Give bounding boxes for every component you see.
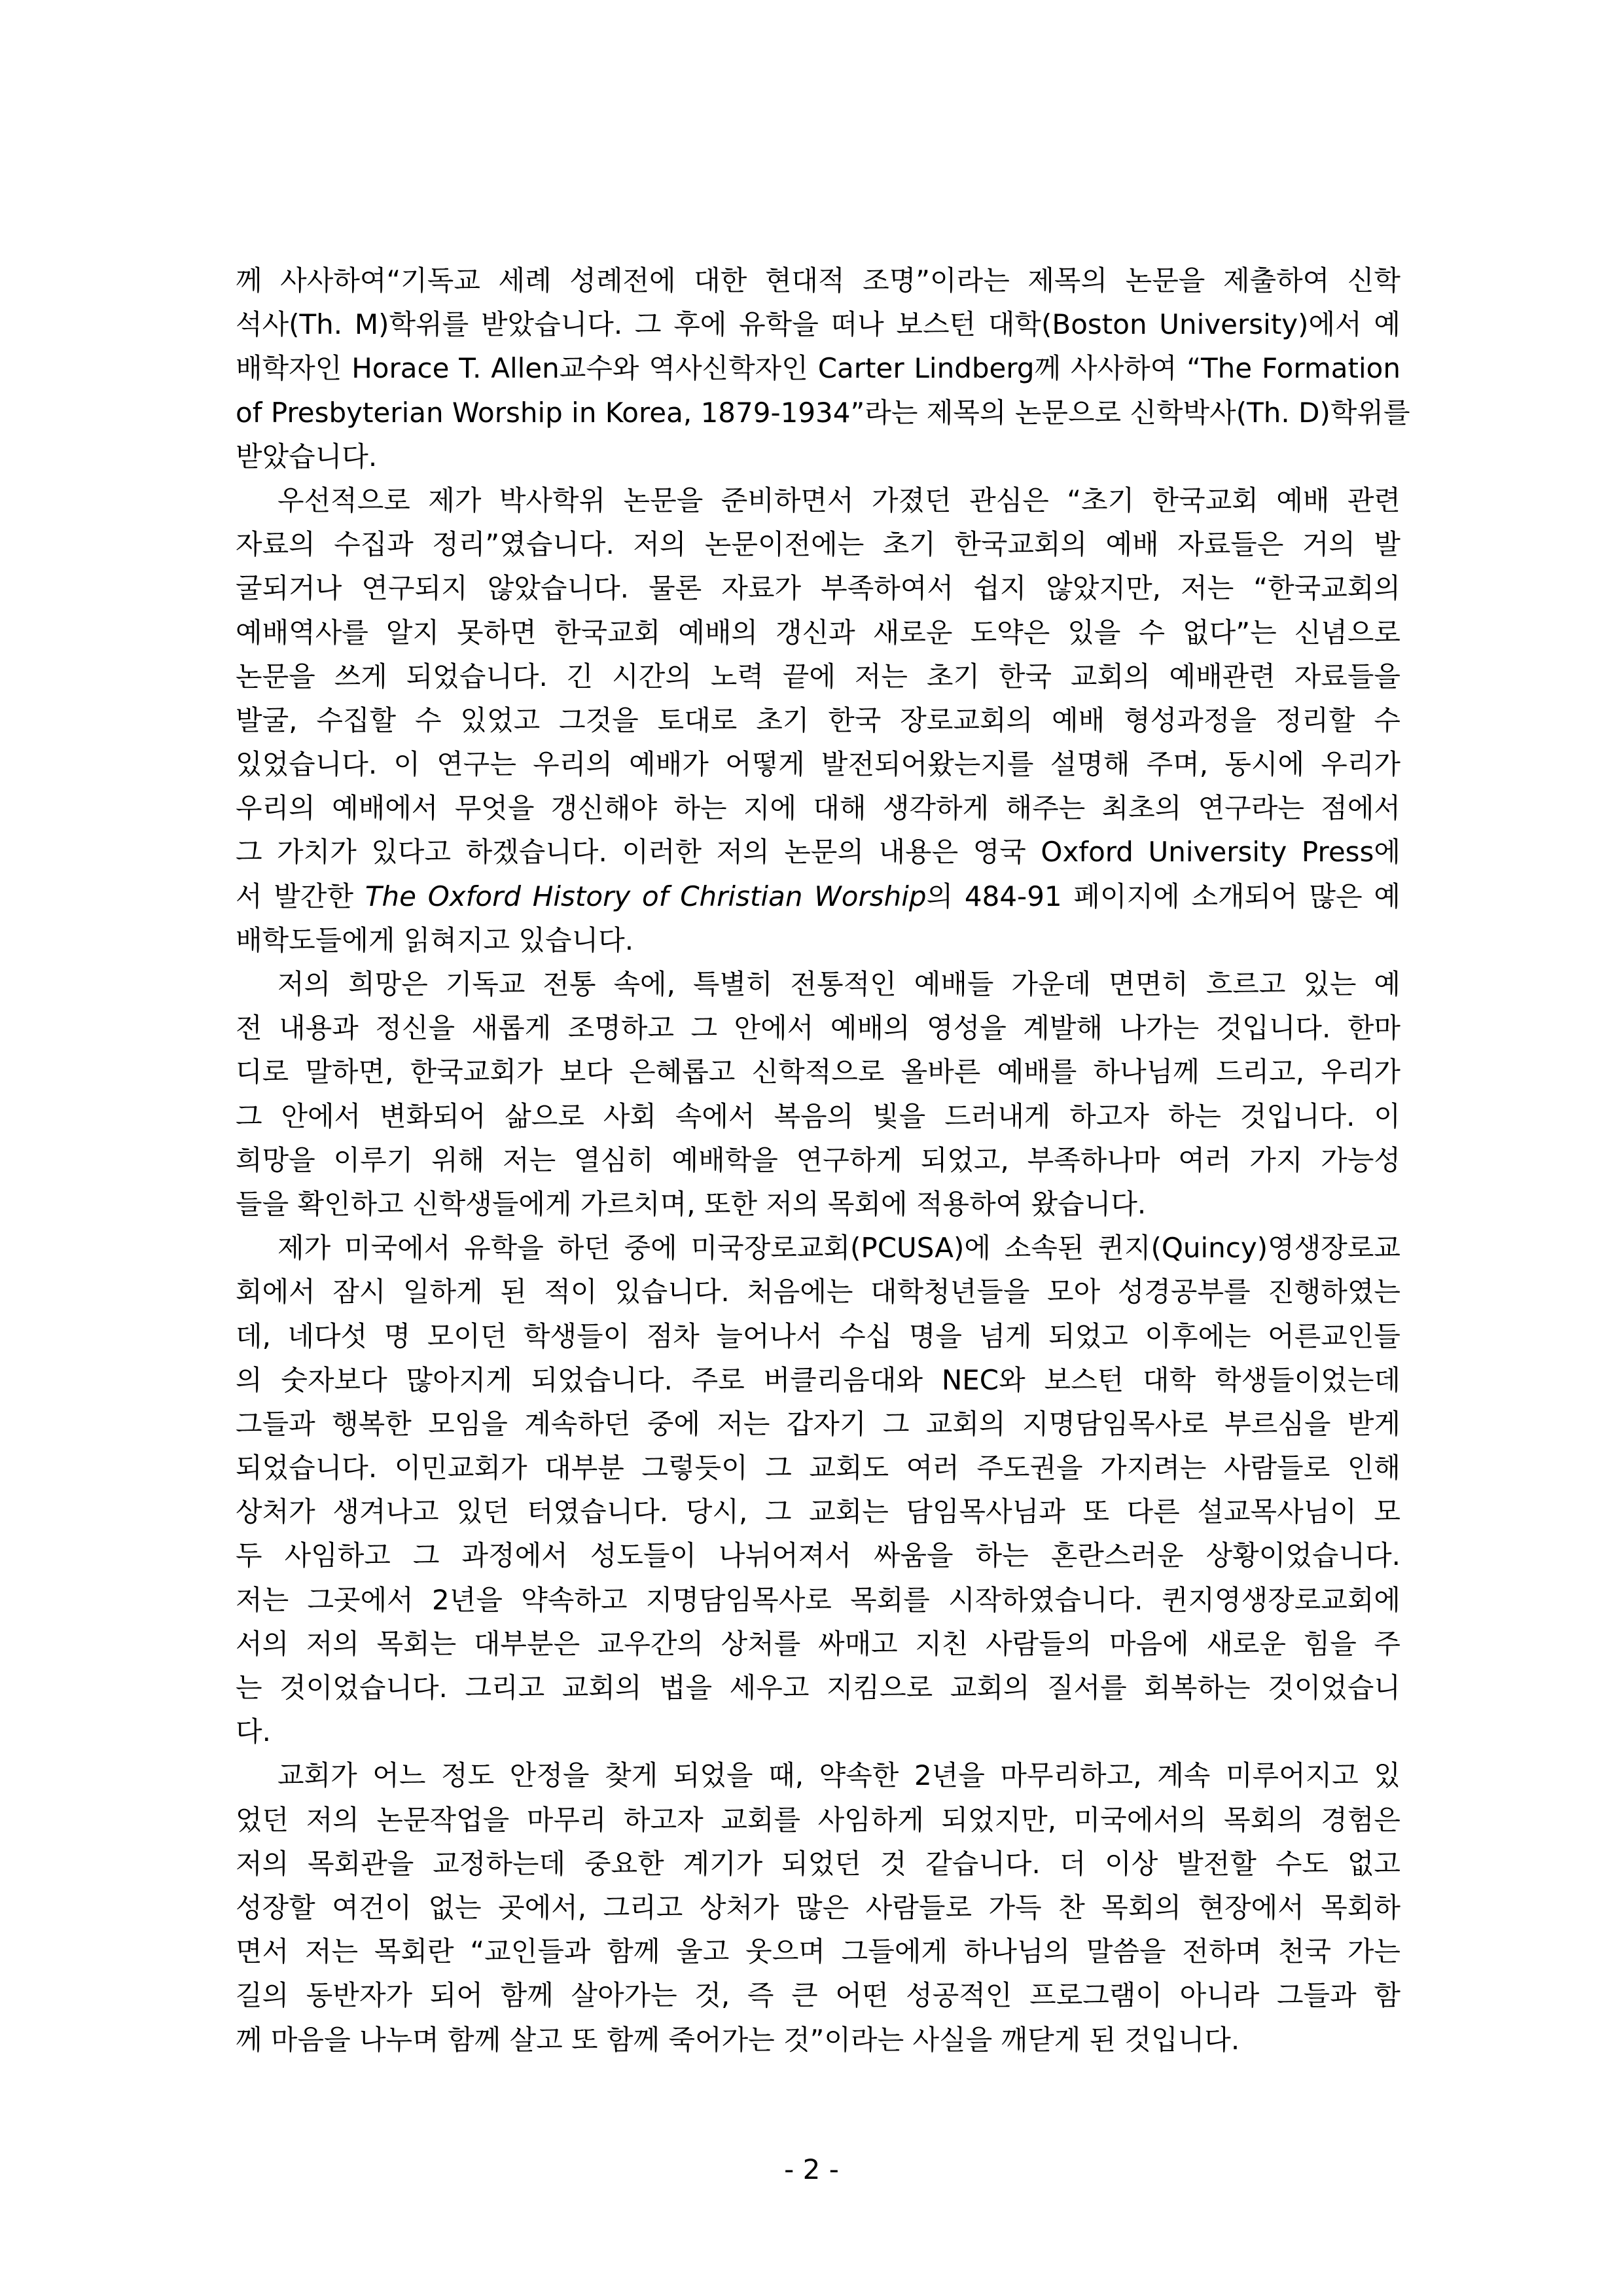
text-line: 길의 동반자가 되어 함께 살아가는 것, 즉 큰 어떤 성공적인 프로그램이 아니라 그들과 함 [236, 1979, 1400, 2012]
text-line: 서의 저의 목회는 대부분은 교우간의 상처를 싸매고 지친 사람들의 마음에 새로운 힘을 주 [236, 1627, 1400, 1660]
text-line: 께 마음을 나누며 함께 살고 또 함께 죽어가는 것”이라는 사실을 깨닫게 된 것입니다. [236, 2023, 1240, 2056]
text-line: 예배역사를 알지 못하면 한국교회 예배의 갱신과 새로운 도약은 있을 수 없다”는 신념으로 [236, 616, 1400, 649]
text-line: of Presbyterian Worship in Korea, 1879-1934”라는 제목의 논문으로 신학박사(Th. D)학위를 [236, 396, 1410, 429]
text-segment: 의 484-91 페이지에 소개되어 많은 예 [926, 880, 1400, 912]
text-line: 었던 저의 논문작업을 마무리 하고자 교회를 사임하게 되었지만, 미국에서의 목회의 경험은 [236, 1803, 1400, 1836]
text-line: 전 내용과 정신을 새롭게 조명하고 그 안에서 예배의 영성을 계발해 나가는 것입니다. 한마 [236, 1012, 1400, 1045]
text-line: 제가 미국에서 유학을 하던 중에 미국장로교회(PCUSA)에 소속된 퀸지(Quincy)영생장로교 [277, 1232, 1400, 1265]
text-line: 께 사사하여“기독교 세례 성례전에 대한 현대적 조명”이라는 제목의 논문을 제출하여 신학 [236, 264, 1400, 296]
text-line: 저는 그곳에서 2년을 약속하고 지명담임목사로 목회를 시작하였습니다. 퀸지영생장로교회에 [236, 1583, 1400, 1616]
text-line: 석사(Th. M)학위를 받았습니다. 그 후에 유학을 떠나 보스턴 대학(Boston University)에서 예 [236, 308, 1400, 341]
text-line: 발굴, 수집할 수 있었고 그것을 토대로 초기 한국 장로교회의 예배 형성과정을 정리할 수 [236, 704, 1400, 736]
text-line: 그 안에서 변화되어 삶으로 사회 속에서 복음의 빛을 드러내게 하고자 하는 것입니다. 이 [236, 1100, 1400, 1132]
book-title: The Oxford History of Christian Worship [365, 880, 927, 912]
text-line: 는 것이었습니다. 그리고 교회의 법을 세우고 지킴으로 교회의 질서를 회복하는 것이었습니 [236, 1672, 1400, 1704]
text-line: 우선적으로 제가 박사학위 논문을 준비하면서 가졌던 관심은 “초기 한국교회 예배 관련 [277, 484, 1400, 516]
text-line: 저의 목회관을 교정하는데 중요한 계기가 되었던 것 같습니다. 더 이상 발전할 수도 없고 [236, 1847, 1400, 1880]
text-line: 데, 네다섯 명 모이던 학생들이 점차 늘어나서 수십 명을 넘게 되었고 이후에는 어른교인들 [236, 1319, 1400, 1352]
page-number: - 2 - [784, 2153, 839, 2185]
text-line: 상처가 생겨나고 있던 터였습니다. 당시, 그 교회는 담임목사님과 또 다른 설교목사님이 모 [236, 1496, 1400, 1528]
text-line: 의 숫자보다 많아지게 되었습니다. 주로 버클리음대와 NEC와 보스턴 대학 학생들이었는데 [236, 1363, 1400, 1396]
text-line: 다. [236, 1715, 271, 1748]
document-body [236, 259, 1410, 2062]
paragraph [236, 962, 1400, 1226]
text-line: 배학도들에게 읽혀지고 있습니다. [236, 924, 634, 956]
text-line: 희망을 이루기 위해 저는 열심히 예배학을 연구하게 되었고, 부족하나마 여러 가지 가능성 [236, 1143, 1400, 1176]
text-line: 자료의 수집과 정리”였습니다. 저의 논문이전에는 초기 한국교회의 예배 자료들은 거의 발 [236, 528, 1400, 561]
text-segment: 서 발간한 [236, 880, 365, 912]
text-line: 우리의 예배에서 무엇을 갱신해야 하는 지에 대해 생각하게 해주는 최초의 연구라는 점에서 [236, 792, 1400, 825]
paragraph [236, 1226, 1400, 1753]
text-line: 받았습니다. [236, 440, 378, 473]
text-line: 되었습니다. 이민교회가 대부분 그렇듯이 그 교회도 여러 주도권을 가지려는 사람들로 인해 [236, 1452, 1400, 1484]
text-line: 들을 확인하고 신학생들에게 가르치며, 또한 저의 목회에 적용하여 왔습니다. [236, 1187, 1147, 1220]
text-line: 회에서 잠시 일하게 된 적이 있습니다. 처음에는 대학청년들을 모아 성경공부를 진행하였는 [236, 1276, 1400, 1308]
text-line: 두 사임하고 그 과정에서 성도들이 나뉘어져서 싸움을 하는 혼란스러운 상황이었습니다. [236, 1539, 1400, 1572]
paragraph [236, 259, 1410, 478]
paragraph [236, 1753, 1400, 2061]
text-line: 저의 희망은 기독교 전통 속에, 특별히 전통적인 예배들 가운데 면면히 흐르고 있는 예 [277, 968, 1400, 1000]
text-line: 그들과 행복한 모임을 계속하던 중에 저는 갑자기 그 교회의 지명담임목사로 부르심을 받게 [236, 1407, 1400, 1440]
text-line [236, 874, 1400, 918]
text-line: 그 가치가 있다고 하겠습니다. 이러한 저의 논문의 내용은 영국 Oxford University Press에 [236, 836, 1400, 869]
text-line: 면서 저는 목회란 “교인들과 함께 울고 웃으며 그들에게 하나님의 말씀을 전하며 천국 가는 [236, 1935, 1400, 1968]
text-line: 교회가 어느 정도 안정을 찾게 되었을 때, 약속한 2년을 마무리하고, 계속 미루어지고 있 [277, 1759, 1400, 1792]
text-line: 있었습니다. 이 연구는 우리의 예배가 어떻게 발전되어왔는지를 설명해 주며, 동시에 우리가 [236, 748, 1400, 781]
text-line: 디로 말하면, 한국교회가 보다 은혜롭고 신학적으로 올바른 예배를 하나님께 드리고, 우리가 [236, 1056, 1400, 1088]
paragraph [236, 478, 1400, 962]
text-line: 논문을 쓰게 되었습니다. 긴 시간의 노력 끝에 저는 초기 한국 교회의 예배관련 자료들을 [236, 660, 1400, 692]
text-line: 배학자인 Horace T. Allen교수와 역사신학자인 Carter Lindberg께 사사하여 “The Formation [236, 352, 1400, 385]
text-line: 굴되거나 연구되지 않았습니다. 물론 자료가 부족하여서 쉽지 않았지만, 저는 “한국교회의 [236, 572, 1400, 605]
text-line: 성장할 여건이 없는 곳에서, 그리고 상처가 많은 사람들로 가득 찬 목회의 현장에서 목회하 [236, 1891, 1400, 1924]
